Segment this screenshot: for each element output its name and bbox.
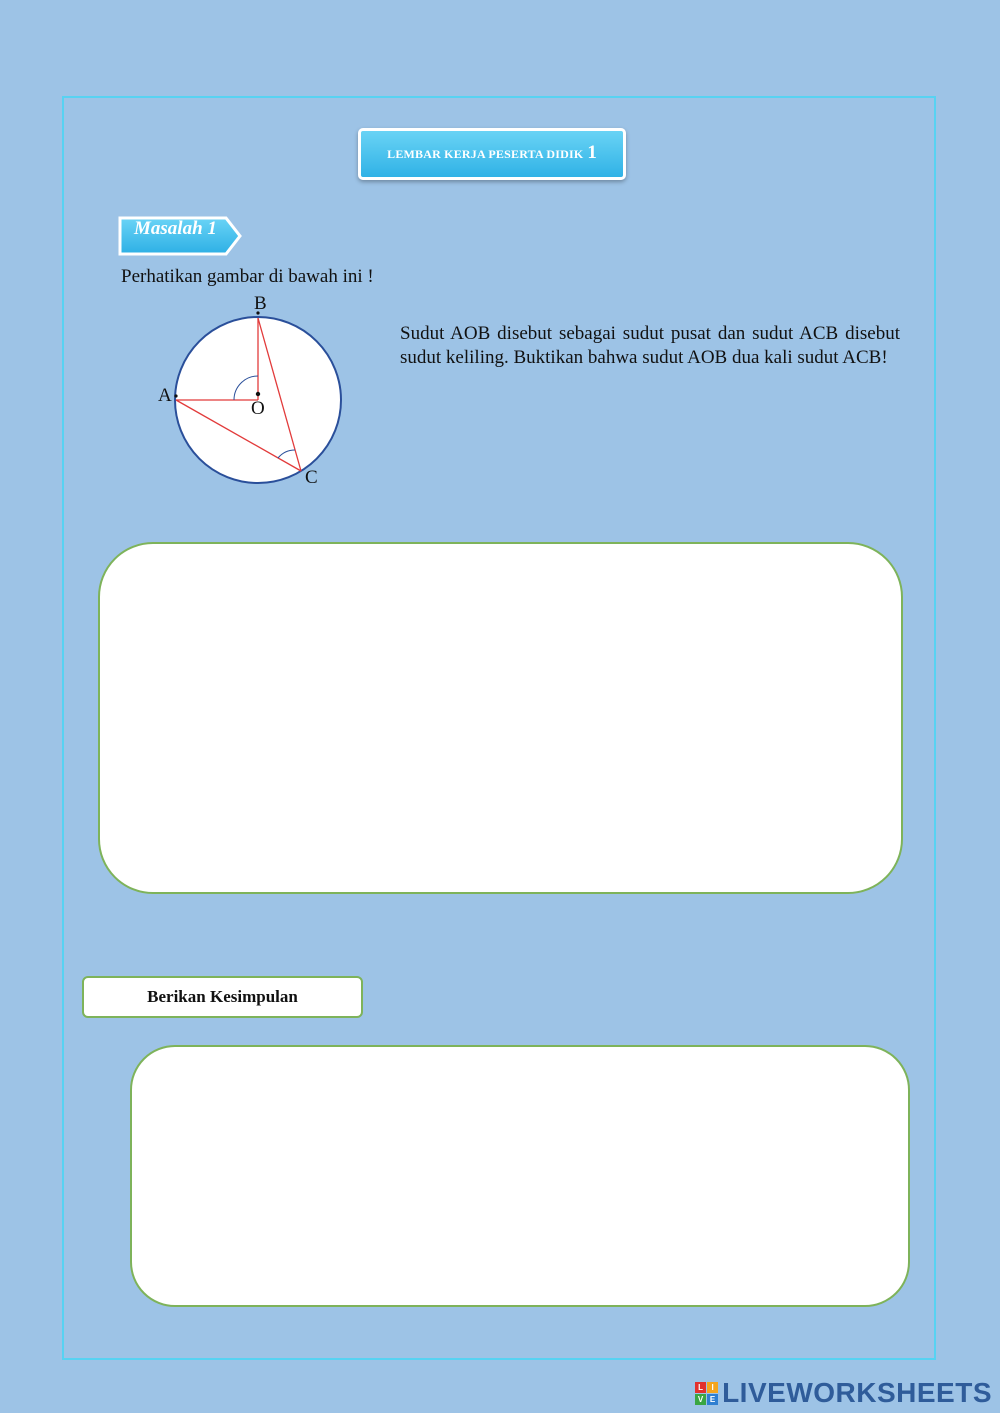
logo-letter-v: V xyxy=(695,1394,706,1405)
liveworksheets-logo-icon xyxy=(695,1382,718,1405)
logo-letter-e: E xyxy=(707,1394,718,1405)
worksheet-title-badge xyxy=(358,128,626,180)
problem-tag xyxy=(118,216,242,258)
label-c: C xyxy=(305,467,318,488)
instruction-text: Perhatikan gambar di bawah ini ! xyxy=(121,266,374,287)
liveworksheets-wordmark: LIVEWORKSHEETS xyxy=(722,1377,992,1408)
worksheet-title: LEMBAR KERJA PESERTA DIDIK xyxy=(387,146,584,161)
problem-tag-label: Masalah 1 xyxy=(134,218,217,239)
problem-statement: Sudut AOB disebut sebagai sudut pusat dan sudut ACB disebut sudut keliling. Buktikan bahwa sudut AOB dua kali sudut ACB! xyxy=(400,323,900,368)
circle-figure xyxy=(150,290,370,495)
logo-letter-i: I xyxy=(707,1382,718,1393)
label-b: B xyxy=(254,293,267,314)
center-point xyxy=(256,392,260,396)
point-a xyxy=(174,394,177,397)
conclusion-label: Berikan Kesimpulan xyxy=(82,976,363,1018)
conclusion-answer-area[interactable] xyxy=(130,1045,910,1307)
label-a: A xyxy=(158,385,172,406)
label-o: O xyxy=(251,398,265,419)
answer-area[interactable] xyxy=(98,542,903,894)
worksheet-number: 1 xyxy=(587,142,597,163)
liveworksheets-brand xyxy=(695,1375,992,1411)
logo-letter-l: L xyxy=(695,1382,706,1393)
